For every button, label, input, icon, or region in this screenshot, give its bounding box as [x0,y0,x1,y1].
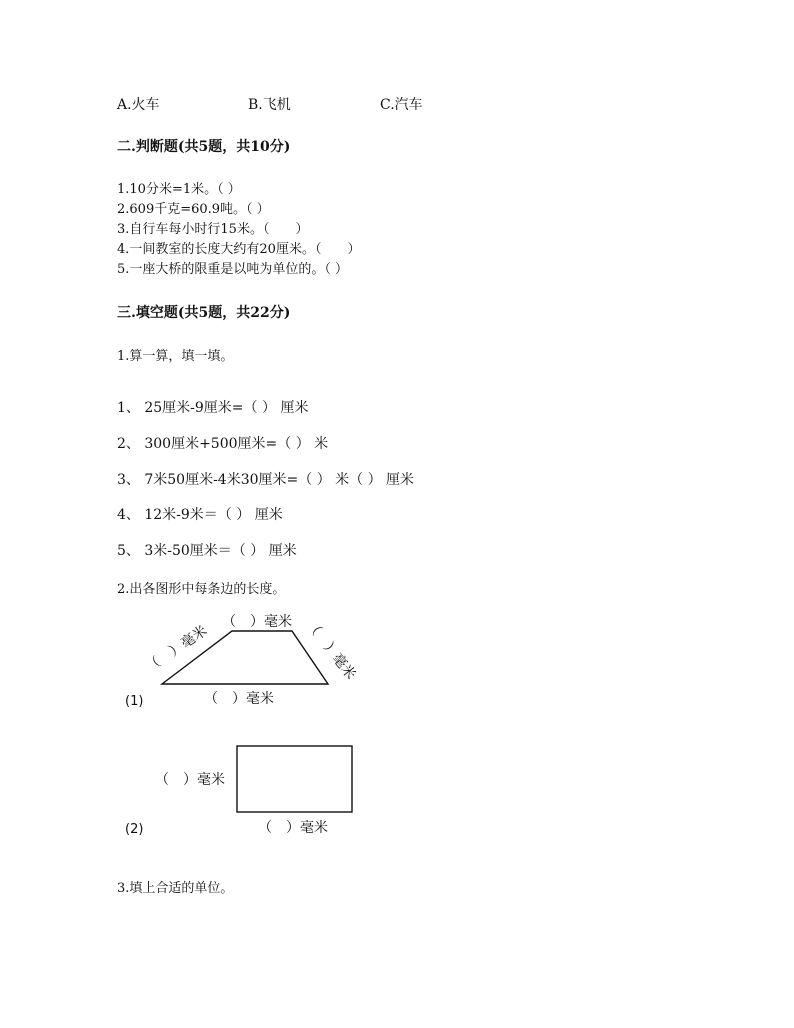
q1-title: 1.算一算，填一填。 [117,349,234,364]
trapezoid-left-label: （ ）毫米 [143,622,211,676]
judge-item-3: 3.自行车每小时行15米。（ ） [117,222,309,237]
figure2-label: (2) [125,822,144,837]
judge-item-1: 1.10分米=1米。（ ） [117,182,241,197]
calc-item-1: 1、 25厘米-9厘米=（ ） 厘米 [117,400,309,416]
judge-item-2: 2.609千克=60.9吨。（ ） [117,202,270,217]
calc-item-5: 5、 3米-50厘米＝（ ） 厘米 [117,543,297,559]
section3-heading: 三.填空题(共5题，共22分) [117,305,291,321]
option-a: A.火车 [117,97,160,113]
section2-heading: 二.判断题(共5题，共10分) [117,139,291,155]
rectangle-bottom-label: （ ）毫米 [258,820,328,836]
figure1-label: (1) [125,694,144,709]
q2-title: 2.出各图形中每条边的长度。 [117,582,286,597]
q3-title: 3.填上合适的单位。 [117,881,234,896]
rectangle-left-label: （ ）毫米 [155,772,225,788]
judge-item-4: 4.一间教室的长度大约有20厘米。（ ） [117,242,361,257]
option-b: B.飞机 [248,97,291,113]
trapezoid-top-label: （ ）毫米 [222,614,292,630]
calc-item-2: 2、 300厘米+500厘米=（ ） 米 [117,436,329,452]
rectangle-shape [237,746,352,812]
judge-item-5: 5.一座大桥的限重是以吨为单位的。（ ） [117,262,349,277]
option-c: C.汽车 [380,97,423,113]
calc-item-4: 4、 12米-9米＝（ ） 厘米 [117,507,283,523]
calc-item-3: 3、 7米50厘米-4米30厘米=（ ） 米（ ） 厘米 [117,472,415,488]
trapezoid-bottom-label: （ ）毫米 [204,691,274,707]
trapezoid-right-label: （ ）毫米 [302,617,359,683]
